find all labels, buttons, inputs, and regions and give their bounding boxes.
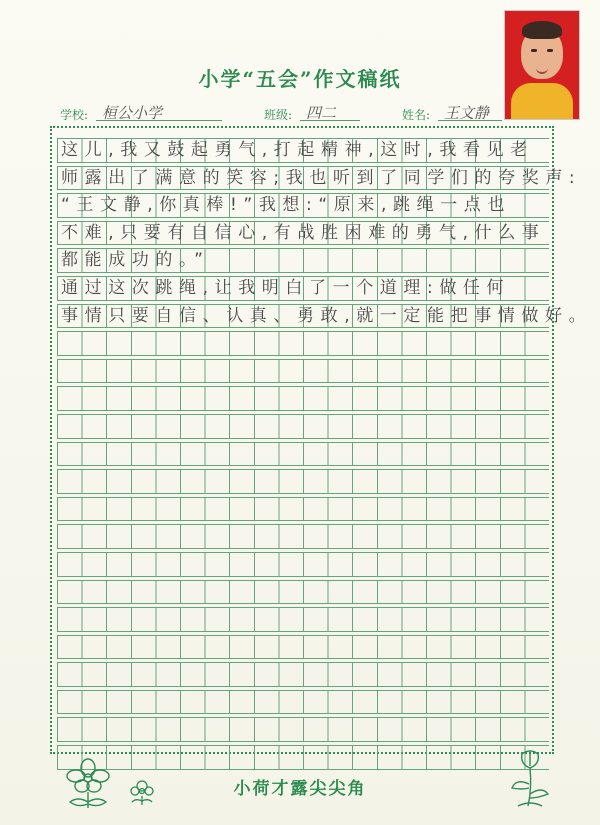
name-label: 姓名: <box>402 108 431 122</box>
small-flower-icon <box>128 778 156 806</box>
grid-row <box>57 166 582 191</box>
grid-row <box>57 717 549 742</box>
grid-row <box>57 359 549 384</box>
grid-row <box>57 221 549 246</box>
grid-row <box>57 607 549 632</box>
essay-line: 通过这次跳绳,让我明白了一个道理:做任何 <box>61 277 511 298</box>
school-label: 学校: <box>60 108 89 122</box>
class-label: 班级: <box>264 108 293 122</box>
grid-row <box>57 276 549 301</box>
grid-row <box>57 662 549 687</box>
grid-row <box>57 304 593 329</box>
essay-line: 这儿,我又鼓起勇气,打起精神,这时,我看见老 <box>61 140 534 160</box>
student-info-row <box>60 104 540 124</box>
writing-grid <box>57 138 593 773</box>
grid-row <box>57 580 549 605</box>
grid-row <box>57 745 549 770</box>
footer-slogan: 小荷才露尖尖角 <box>233 779 367 799</box>
grid-row <box>57 497 549 522</box>
grid-row <box>57 138 549 163</box>
grid-row <box>57 248 549 273</box>
essay-line: 师露出了满意的笑容;我也听到了同学们的夸奖声: <box>61 167 582 188</box>
name-field: 王文静 <box>438 102 502 121</box>
essay-line: 不难,只要有自信心,有战胜困难的勇气,什么事 <box>61 222 546 243</box>
page-title: 小学“五会”作文稿纸 <box>198 67 402 91</box>
class-field: 四二 <box>300 102 360 121</box>
tulip-icon <box>508 748 552 808</box>
grid-row <box>57 690 549 715</box>
flower-icon <box>60 758 116 810</box>
essay-line: 事情只要自信、认真、勇敢,就一定能把事情做好。 <box>61 305 593 326</box>
grid-row <box>57 193 549 218</box>
essay-line: “王文静,你真棒!”我想:“原来,跳绳一点也 <box>61 195 511 216</box>
grid-row <box>57 442 549 467</box>
grid-row <box>57 552 549 577</box>
grid-row <box>57 331 549 356</box>
grid-row <box>57 469 549 494</box>
grid-row <box>57 386 549 411</box>
grid-row <box>57 635 549 660</box>
school-field: 桓公小学 <box>96 102 222 121</box>
grid-row <box>57 524 549 549</box>
grid-row <box>57 414 549 439</box>
essay-line: 都能成功的。” <box>61 250 210 271</box>
